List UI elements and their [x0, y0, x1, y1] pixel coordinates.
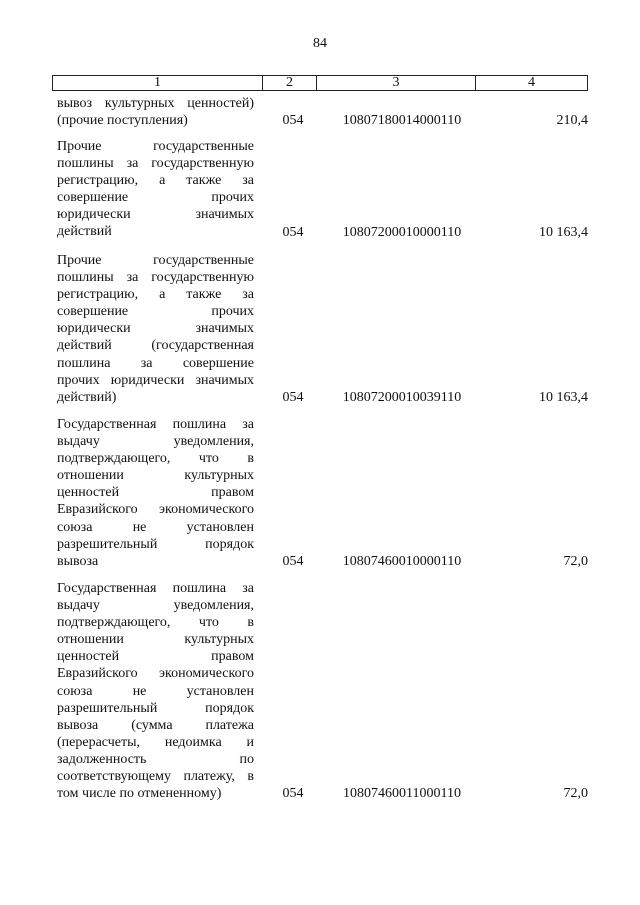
row-kbk-code: 10807460010000110 [342, 553, 462, 569]
row-kbk-code: 10807200010000110 [342, 224, 462, 240]
row-name-line: подтверждающего, что в [57, 451, 254, 467]
row-amount: 72,0 [563, 786, 588, 802]
row-name-line: Государственная пошлина за [57, 581, 254, 596]
row-name [57, 138, 254, 241]
row-name [57, 416, 254, 570]
row-name-line: отношении культурных [57, 632, 254, 648]
table-header-row [52, 75, 588, 91]
row-name-line: Прочие государственные [57, 253, 254, 268]
row-name-line: ценностей правом [57, 649, 254, 665]
page-number: 84 [313, 36, 327, 51]
row-name-line: пошлины за государственную [57, 156, 254, 172]
row-name-line: разрешительный порядок [57, 536, 254, 552]
row-name [57, 95, 254, 129]
row-name [57, 252, 254, 406]
row-name-line: Государственная пошлина за [57, 417, 254, 432]
row-name-line: ценностей правом [57, 485, 254, 501]
row-kbk-code: 10807200010039110 [342, 389, 462, 405]
row-kbk-code: 10807180014000110 [342, 113, 462, 129]
row-name-line: выдачу уведомления, [57, 598, 254, 614]
row-name [57, 580, 254, 802]
row-name-line: отношении культурных [57, 468, 254, 484]
row-name-line: союза не установлен [57, 519, 254, 535]
row-name-line: совершение прочих [57, 190, 254, 206]
row-name-line: действий) [57, 389, 117, 405]
row-name-line: (прочие поступления) [57, 113, 188, 129]
row-code: 054 [282, 389, 304, 405]
row-name-line: том числе по отмененному) [57, 786, 222, 802]
row-name-line: прочих юридически значимых [57, 372, 254, 388]
row-name-line: регистрацию, а также за [57, 287, 254, 303]
row-name-line: (перерасчеты, недоимка и [57, 734, 254, 750]
row-name-line: Прочие государственные [57, 139, 254, 154]
row-name-line: Евразийского экономического [57, 666, 254, 682]
row-name-line: юридически значимых [57, 207, 254, 223]
row-name-line: действий (государственная [57, 338, 254, 354]
row-name-line: вывоза [57, 553, 99, 569]
row-name-line: Евразийского экономического [57, 502, 254, 518]
row-name-line: выдачу уведомления, [57, 434, 254, 450]
row-name-line: вывоз культурных ценностей) [57, 96, 254, 111]
row-code: 054 [282, 553, 304, 569]
row-code: 054 [282, 786, 304, 802]
row-amount: 10 163,4 [539, 389, 588, 405]
column-header-3: 3 [392, 75, 400, 90]
row-code: 054 [282, 113, 304, 129]
row-amount: 10 163,4 [539, 224, 588, 240]
column-header-2: 2 [286, 75, 293, 90]
column-header-4: 4 [528, 75, 535, 90]
row-name-line: регистрацию, а также за [57, 173, 254, 189]
row-amount: 72,0 [563, 553, 588, 569]
row-amount: 210,4 [556, 113, 588, 129]
row-name-line: соответствующему платежу, в [57, 769, 254, 785]
row-name-line: задолженность по [57, 751, 254, 767]
row-name-line: совершение прочих [57, 304, 254, 320]
row-name-line: союза не установлен [57, 683, 254, 699]
row-name-line: вывоза (сумма платежа [57, 717, 254, 733]
column-header-1: 1 [154, 75, 161, 90]
row-name-line: юридически значимых [57, 321, 254, 337]
row-kbk-code: 10807460011000110 [343, 786, 461, 802]
row-name-line: разрешительный порядок [57, 700, 254, 716]
row-name-line: действий [57, 224, 112, 240]
row-name-line: подтверждающего, что в [57, 615, 254, 631]
row-code: 054 [282, 224, 304, 240]
row-name-line: пошлина за совершение [57, 355, 254, 371]
row-name-line: пошлины за государственную [57, 270, 254, 286]
